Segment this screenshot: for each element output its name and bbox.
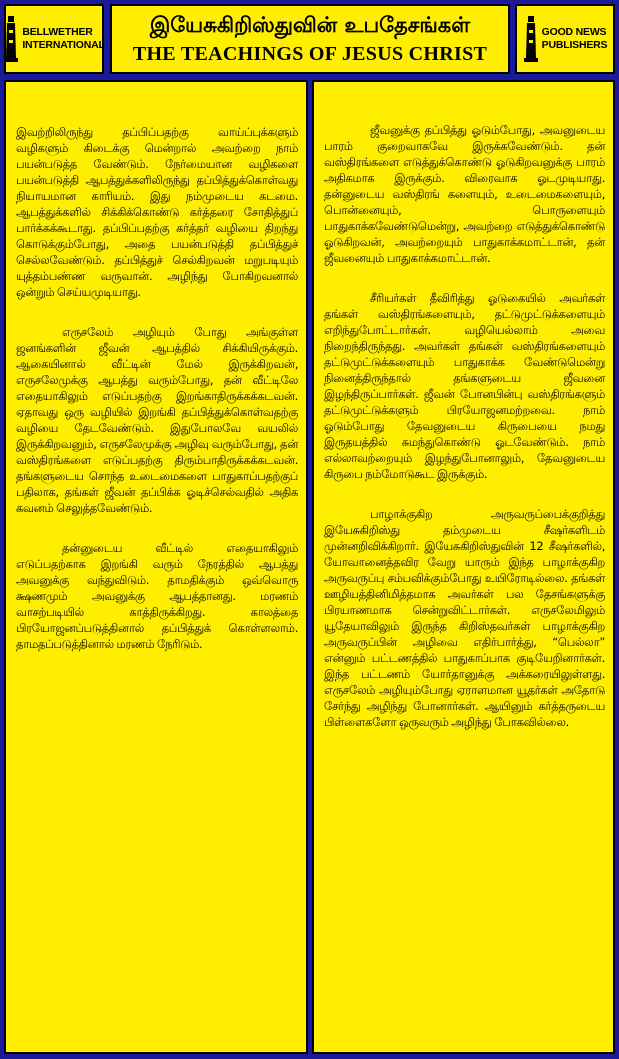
page-header [0,0,619,78]
title-box [110,4,510,74]
good-news-logo-text [542,26,608,52]
bellwether-logo-text [22,26,104,52]
paragraph: எருசலேம் அழியும் போது அங்குள்ள ஜனங்களின் ஜீவன் ஆபத்தில் சிக்கியிருக்கும். ஆகையினால் வீட்டின் மேல் இருக்கிறவன், எருசலேமுக்கு ஆபத்து வரும்போது, தன் வீட்டிலே எதையாகிலும் எடுப்பதற்கு இறங்காதிருக்கக்கடவன். ஏதாவது ஒரு வழியில் இறங்கி தப்பித்துக்கொள்வதற்கு வழியை தேடவேண்டும். இதுபோலவே வயலில் இருக்கிறவனும், எருசலேமுக்கு அழிவு வரும்போது, தன் வஸ்திரங்களை எடுப்பதற்கு திரும்பாதிருக்கக்கடவன். தங்களுடைய சொந்த உடைமைகளை பாதுகாப்பதற்குப் பதிலாக, தங்கள் ஜீவன் தப்பிக்க ஓடிச்செல்வதில் அதிக கவனம் செலுத்தவேண்டும். [16,325,298,515]
lighthouse-icon [3,13,19,65]
bellwether-logo [4,4,104,74]
right-logo-line1: GOOD NEWS [541,26,607,38]
left-logo-line2: INTERNATIONAL [22,39,105,51]
left-logo-line1: BELLWETHER [22,26,93,38]
good-news-logo [515,4,615,74]
title-tamil: இயேசுகிறிஸ்துவின் உபதேசங்கள் [149,13,471,37]
right-column [312,80,615,1054]
paragraph: தன்னுடைய வீட்டில் எதையாகிலும் எடுப்பதற்காக இறங்கி வரும் நேரத்தில் ஆபத்து அவனுக்கு வந்துவிடும். தாமதிக்கும் ஒவ்வொரு க்ஷணமும் அவனுக்கு ஆபத்தானது. மரணம் வாசற்படியில் காத்திருக்கிறது. காலத்தை பிரயோஜனப்படுத்தினால் தப்பித்துக் கொள்ளலாம். தாமதப்படுத்தினால் மரணம் நேரிடும். [16,541,298,651]
lighthouse-icon [523,13,539,65]
paragraph: சீரியர்கள் தீவிரித்து ஓடுகையில் அவர்கள் தங்கள் வஸ்திரங்களையும், தட்டுமுட்டுக்களையும் எறிந்துபோட்டார்கள். வழியெல்லாம் அவை நிறைந்திருந்தது. அவர்கள் தங்கள் வஸ்திரங்களையும் தட்டுமுட்டுக்களையும் பாதுகாக்க வேண்டுமென்று நினைத்திருந்தால் தங்களுடைய ஜீவனை இழந்திருப்பார்கள். ஜீவன் போனபின்பு வஸ்திரங்களும் தட்டுமுட்டுக்களும் பிரயோஜனமற்றவை. நாம் ஓடும்போது தேவனுடைய கிருபையை நமது இருதயத்தில் சுமந்துகொண்டு ஓடவேண்டும். நாம் எல்லாவற்றையும் இழந்துபோனாலும், தேவனுடைய கிருபை நம்மோடுகூட இருக்கும். [324,291,605,481]
left-column [4,80,308,1054]
right-logo-line2: PUBLISHERS [541,39,608,51]
paragraph: ஜீவனுக்கு தப்பித்து ஓடும்போது, அவனுடைய பாரம் குறைவாகவே இருக்கவேண்டும். தன் வஸ்திரங்களை எடுத்துக்கொண்டு ஓடுகிறவனுக்கு பாரம் அதிகமாக இருக்கும். விரைவாக ஓடமுடியாது. தன்னுடைய வஸ்திரங் களையும், உடைமைகளையும், பொன்னையும், பொருளையும் பாதுகாக்கவேண்டுமென்று, அவற்றை எடுத்துக்கொண்டு ஓடுகிறவன், அவற்றையும் பாதுகாக்கமாட்டான், தன் ஜீவனையும் பாதுகாக்கமாட்டான். [324,123,605,265]
paragraph: பாழாக்குகிற அருவருப்பைக்குறித்து இயேசுகிறிஸ்து தம்முடைய சீஷர்களிடம் முன்னறிவிக்கிறார். இயேசுகிறிஸ்துவின் 12 சீஷர்களில், யோவானைத்தவிர வேறு யாரும் இந்த பாழாக்குகிற அருவருப்பு சம்பவிக்கும்போது உயிரோடில்லை. தங்கள் ஊழியத்தினிமித்தமாக அவர்கள் பல தேசங்களுக்கு பிரயாணமாக சென்றுவிட்டார்கள். எருசலேமிலும் யூதேயாவிலும் இருந்த கிறிஸ்தவர்கள் பாழாக்குகிற அருவருப்பின் அழிவை எதிர்பார்த்து, “பெல்லா” என்னும் பட்டணத்தில் பாதுகாப்பாக குடியேறினார்கள். இந்த பட்டணம் யோர்தானுக்கு அக்கரையிலுள்ளது. எருசலேம் அழியும்போது ஏராளமான யூதர்கள் அதோடு சேர்ந்து அழிந்து போனார்கள். ஆயினும் கர்த்தருடைய பிள்ளைகளோ ஒருவரும் அழிந்து போகவில்லை. [324,507,605,729]
paragraph: இவற்றிலிருந்து தப்பிப்பதற்கு வாய்ப்புக்களும் வழிகளும் கிடைக்கு மென்றால் அவற்றை நாம் பயன்படுத்த வேண்டும். நேர்மையான வழிகளை பயன்படுத்தி ஆபத்துக்களிலிருந்து தப்பித்துக்கொள்வது நியாயமான காரியம். இது நம்முடைய கடமை. ஆபத்துக்களில் சிக்கிக்கொண்டு கர்த்தரை சோதித்துப் பார்க்கக்கூடாது. தப்பிப்பதற்கு கர்த்தர் வழியை திறந்து கொடுக்கும்போது, அதை பயன்படுத்தி தப்பித்துச் செல்லவேண்டும். தப்பித்துச் செல்கிறவன் மறுபடியும் யுத்தம்பண்ண வருவான். அழிந்து போகிறவனால் ஒன்றும் செய்யமுடியாது. [16,125,298,299]
title-english: THE TEACHINGS OF JESUS CHRIST [132,43,488,65]
